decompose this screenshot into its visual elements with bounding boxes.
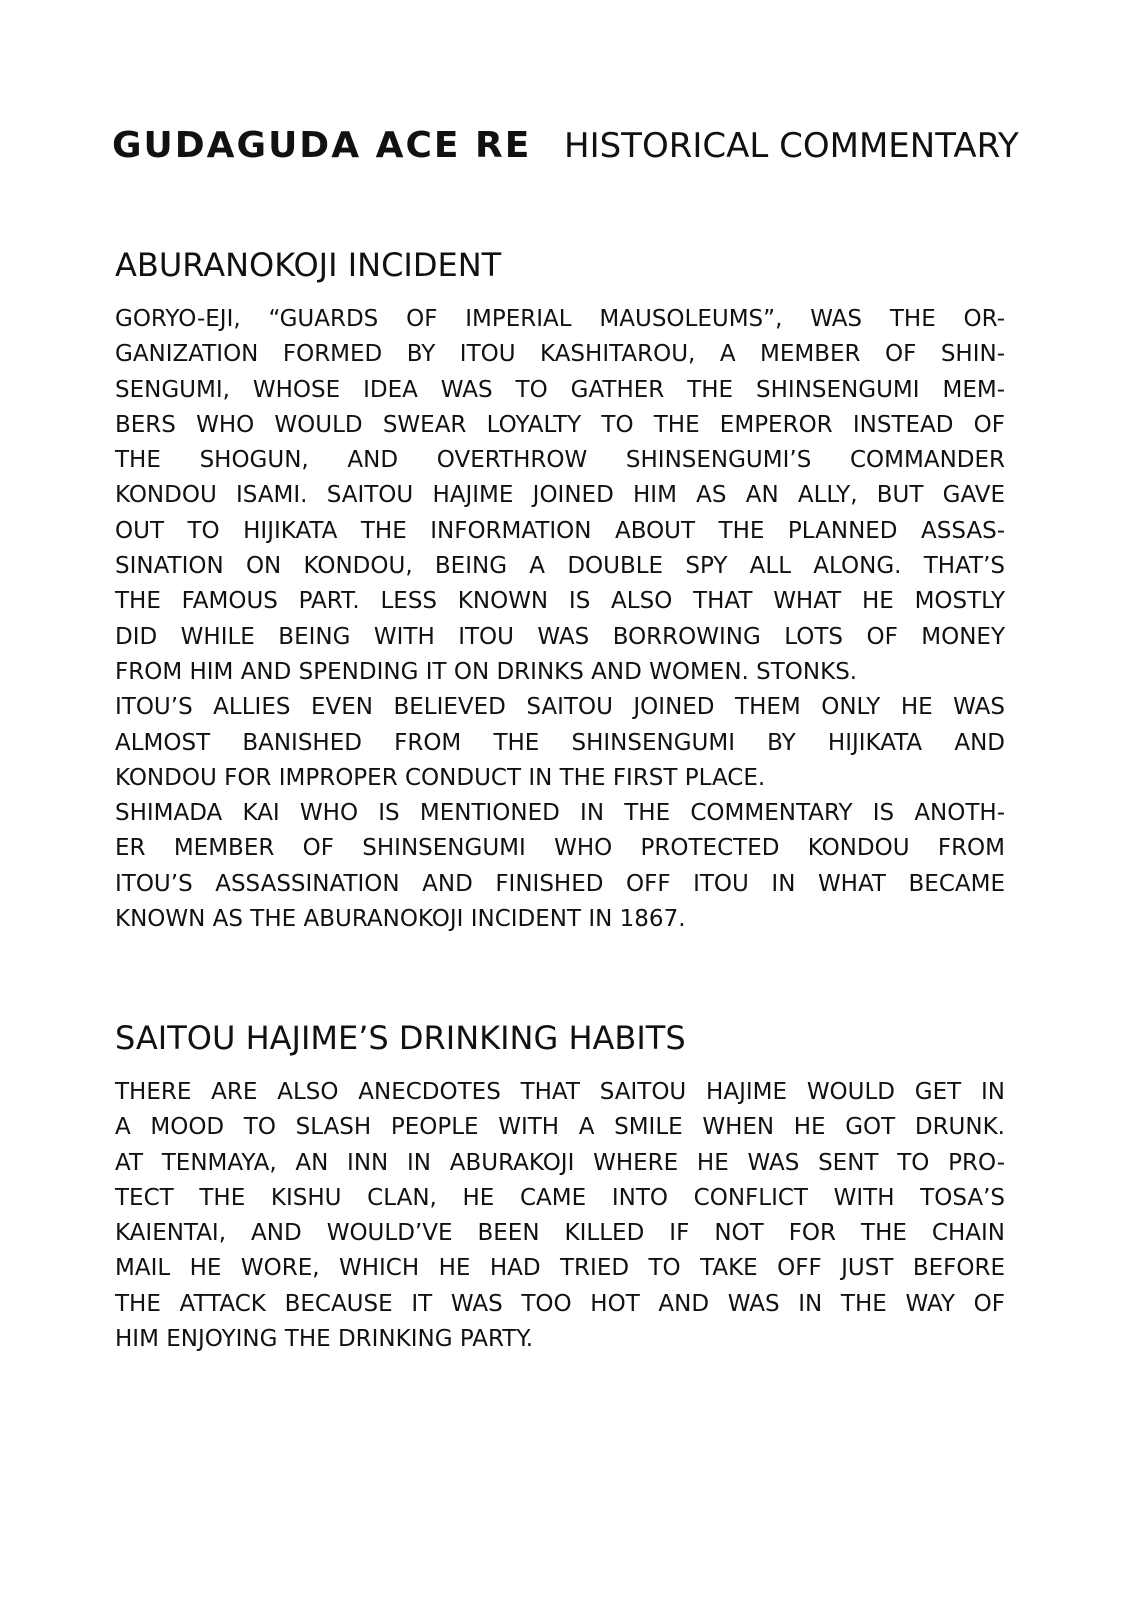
text-line: GANIZATION FORMED BY ITOU KASHITAROU, A MEMBER OF SHIN- [115,341,1005,368]
series-logo: GUDAGUDA ACE RE [112,125,532,166]
text-line: SHIMADA KAI WHO IS MENTIONED IN THE COMMENTARY IS ANOTH- [115,800,1005,827]
text-line: THERE ARE ALSO ANECDOTES THAT SAITOU HAJIME WOULD GET IN [115,1079,1005,1105]
text-line: TECT THE KISHU CLAN, HE CAME INTO CONFLICT WITH TOSA’S [115,1184,1005,1211]
text-line: ITOU’S ASSASSINATION AND FINISHED OFF ITOU IN WHAT BECAME [115,870,1005,897]
text-line: THE SHOGUN, AND OVERTHROW SHINSENGUMI’S COMMANDER [115,447,1005,474]
section-heading: ABURANOKOJI INCIDENT [115,246,502,284]
page-header [112,122,1019,172]
text-line: KAIENTAI, AND WOULD’VE BEEN KILLED IF NOT FOR THE CHAIN [115,1220,1005,1247]
text-line: BERS WHO WOULD SWEAR LOYALTY TO THE EMPEROR INSTEAD OF [115,411,1005,438]
text-line: THE ATTACK BECAUSE IT WAS TOO HOT AND WAS IN THE WAY OF [115,1290,1005,1317]
text-line: DID WHILE BEING WITH ITOU WAS BORROWING LOTS OF MONEY [115,623,1005,650]
text-line: THE FAMOUS PART. LESS KNOWN IS ALSO THAT WHAT HE MOSTLY [115,588,1005,615]
text-line: AT TENMAYA, AN INN IN ABURAKOJI WHERE HE WAS SENT TO PRO- [115,1149,1005,1176]
section-drinking-habits [115,1018,1005,1357]
text-line: KNOWN AS THE ABURANOKOJI INCIDENT IN 1867. [115,906,686,933]
text-line: SENGUMI, WHOSE IDEA WAS TO GATHER THE SHINSENGUMI MEM- [115,376,1005,403]
text-line: SINATION ON KONDOU, BEING A DOUBLE SPY ALL ALONG. THAT’S [115,553,1005,580]
section-body [115,1075,1005,1357]
page-title: HISTORICAL COMMENTARY [564,126,1019,166]
text-line: ER MEMBER OF SHINSENGUMI WHO PROTECTED KONDOU FROM [115,835,1005,862]
text-line: KONDOU FOR IMPROPER CONDUCT IN THE FIRST PLACE. [115,764,766,791]
text-line: KONDOU ISAMI. SAITOU HAJIME JOINED HIM AS AN ALLY, BUT GAVE [115,482,1005,509]
section-heading: SAITOU HAJIME’S DRINKING HABITS [115,1019,686,1057]
section-body [115,302,1005,937]
section-aburanokoji-incident [115,245,1005,937]
text-line: HIM ENJOYING THE DRINKING PARTY. [115,1326,534,1353]
text-line: ALMOST BANISHED FROM THE SHINSENGUMI BY HIJIKATA AND [115,729,1005,756]
text-line: ITOU’S ALLIES EVEN BELIEVED SAITOU JOINED THEM ONLY HE WAS [115,694,1005,721]
text-line: A MOOD TO SLASH PEOPLE WITH A SMILE WHEN HE GOT DRUNK. [115,1114,1005,1141]
text-line: GORYO-EJI, “GUARDS OF IMPERIAL MAUSOLEUMS”, WAS THE OR- [115,306,1005,332]
text-line: MAIL HE WORE, WHICH HE HAD TRIED TO TAKE OFF JUST BEFORE [115,1255,1005,1282]
text-line: OUT TO HIJIKATA THE INFORMATION ABOUT THE PLANNED ASSAS- [115,517,1005,544]
text-line: FROM HIM AND SPENDING IT ON DRINKS AND WOMEN. STONKS. [115,658,858,685]
